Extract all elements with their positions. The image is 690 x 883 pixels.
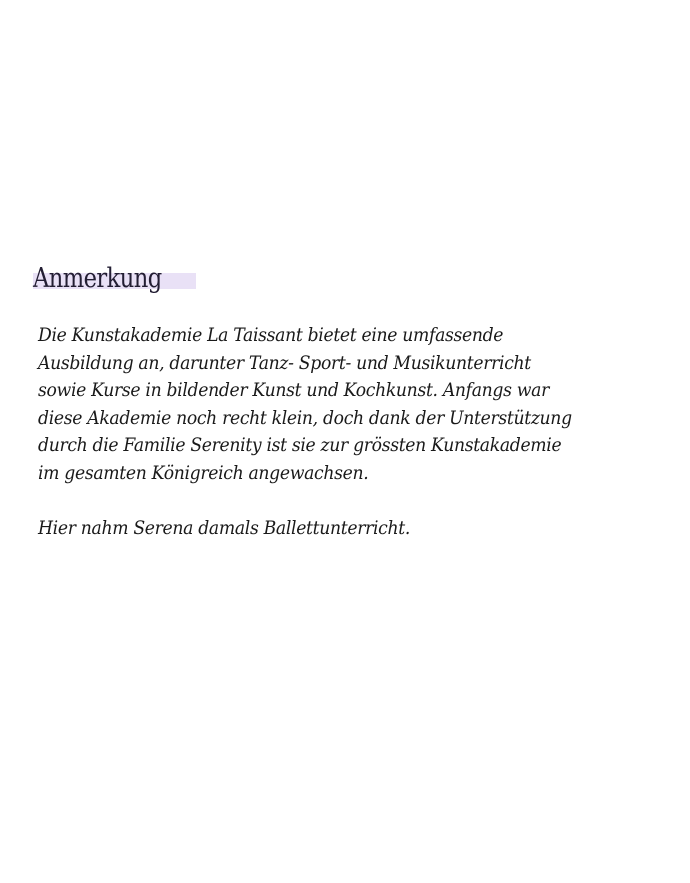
page-title: Anmerkung xyxy=(33,263,162,294)
paragraph-line: im gesamten Königreich angewachsen. xyxy=(38,462,369,484)
paragraph-line: diese Akademie noch recht klein, doch dank der Unterstützung xyxy=(38,407,572,429)
paragraph-line: Ausbildung an, darunter Tanz- Sport- und Musikunterricht xyxy=(38,352,531,374)
closing-line: Hier nahm Serena damals Ballettunterricht. xyxy=(38,518,410,539)
paragraph-line: durch die Familie Serenity ist sie zur grössten Kunstakademie xyxy=(38,435,562,456)
paragraph-line: sowie Kurse in bildender Kunst und Kochkunst. Anfangs war xyxy=(38,380,549,401)
paragraph-line: Die Kunstakademie La Taissant bietet eine umfassende xyxy=(38,325,504,346)
heading-block xyxy=(33,262,171,296)
body-paragraph xyxy=(38,322,638,487)
